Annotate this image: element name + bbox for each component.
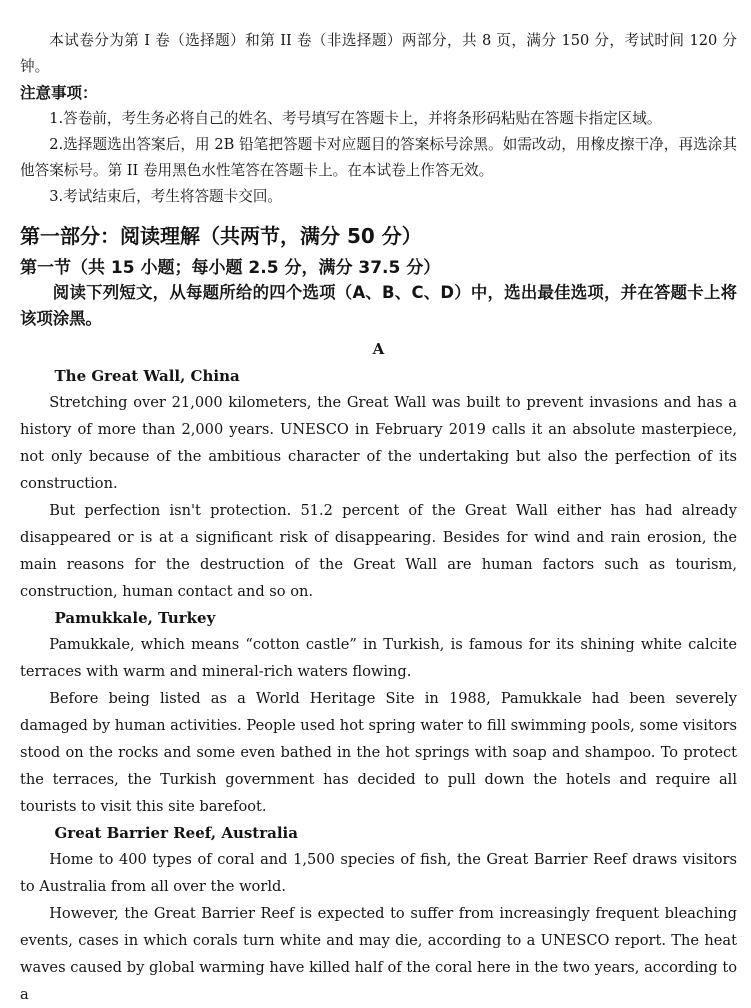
section-heading-great-barrier-reef: Great Barrier Reef, Australia: [54, 824, 298, 842]
notice-heading: 注意事项：: [20, 84, 98, 102]
reading-directions: 阅读下列短文，从每题所给的四个选项（A、B、C、D）中，选出最佳选项，并在答题卡上将该项涂黑。: [20, 283, 737, 328]
section-heading-great-wall: The Great Wall, China: [54, 367, 240, 385]
section-one-title: 第一节（共 15 小题；每小题 2.5 分，满分 37.5 分）: [20, 258, 441, 278]
great-wall-paragraph-2: But perfection isn't protection. 51.2 percent of the Great Wall either has had already disappeared or is at a significant risk of disappearing. Besides for wind and rain erosion, the main reasons for the destruction of the Great Wall are human factors such as tourism, construction, human contact and so on.: [20, 502, 737, 600]
pamukkale-paragraph-1: Pamukkale, which means “cotton castle” in Turkish, is famous for its shining white calcite terraces with warm and mineral-rich waters flowing.: [20, 636, 737, 680]
notice-item-3: 3.考试结束后，考生将答题卡交回。: [49, 188, 283, 205]
notice-item-1: 1.答卷前，考生务必将自己的姓名、考号填写在答题卡上，并将条形码粘贴在答题卡指定区域。: [49, 110, 662, 127]
great-wall-paragraph-1: Stretching over 21,000 kilometers, the Great Wall was built to prevent invasions and has a history of more than 2,000 years. UNESCO in February 2019 calls it an absolute masterpiece, not only because of the ambitious character of the undertaking but also the perfection of its construction.: [20, 394, 737, 492]
exam-intro: 本试卷分为第 I 卷（选择题）和第 II 卷（非选择题）两部分，共 8 页，满分 150 分，考试时间 120 分钟。: [20, 32, 737, 75]
passage-letter: A: [372, 340, 385, 358]
pamukkale-paragraph-2: Before being listed as a World Heritage Site in 1988, Pamukkale had been severely damaged by human activities. People used hot spring water to fill swimming pools, some visitors stood on the rocks and some even bathed in the hot springs with soap and shampoo. To protect the terraces, the Turkish government has decided to pull down the hotels and require all tourists to visit this site barefoot.: [20, 690, 737, 815]
part-one-title: 第一部分：阅读理解（共两节，满分 50 分）: [20, 224, 422, 248]
notice-item-2: 2.选择题选出答案后，用 2B 铅笔把答题卡对应题目的答案标号涂黑。如需改动，用橡皮擦干净，再选涂其他答案标号。第 II 卷用黑色水性笔答在答题卡上。在本试卷上作答无效。: [20, 136, 737, 179]
reef-paragraph-2: However, the Great Barrier Reef is expected to suffer from increasingly frequent bleaching events, cases in which corals turn white and may die, according to a UNESCO report. The heat waves caused by global warming have killed half of the coral here in the two years, according to a: [20, 905, 737, 1003]
reef-paragraph-1: Home to 400 types of coral and 1,500 species of fish, the Great Barrier Reef draws visitors to Australia from all over the world.: [20, 851, 737, 895]
section-heading-pamukkale: Pamukkale, Turkey: [54, 609, 216, 627]
